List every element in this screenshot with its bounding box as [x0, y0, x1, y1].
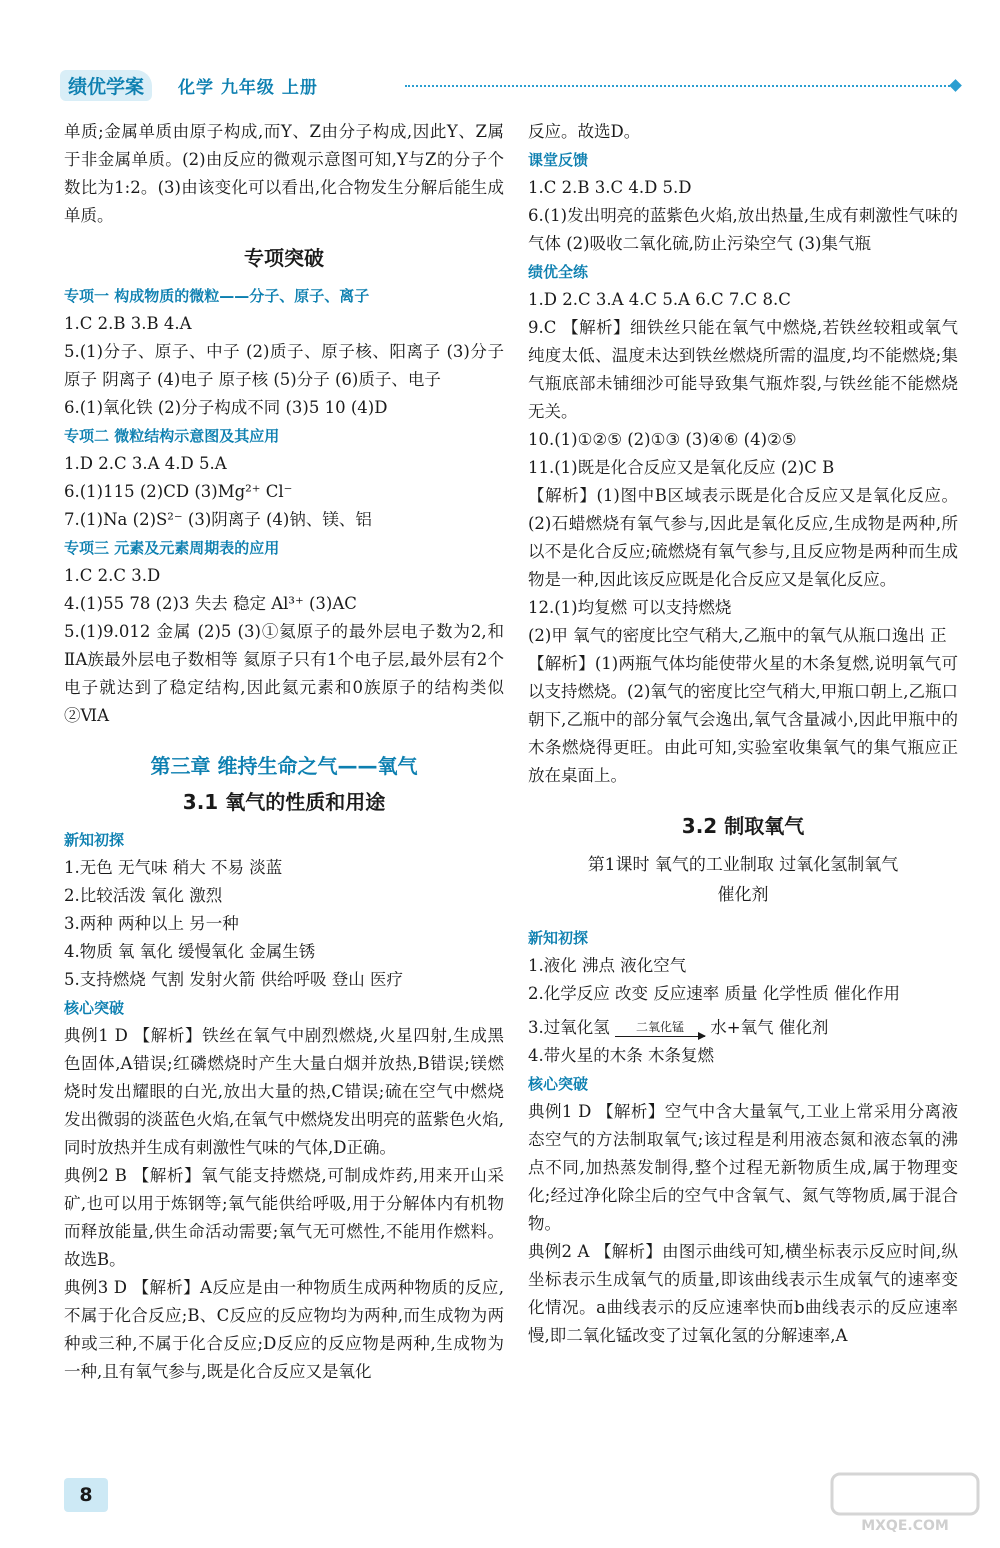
- lesson-title-line: 第1课时 氧气的工业制取 过氧化氢制氧气: [587, 855, 899, 875]
- answer-line: 2.比较活泼 氧化 激烈: [64, 886, 223, 905]
- answer-line: 11.(1)既是化合反应又是氧化反应 (2)C B: [528, 458, 835, 477]
- answer-line: 6.(1)115 (2)CD (3)Mg²⁺ Cl⁻: [64, 482, 293, 501]
- answer-line: 1.C 2.B 3.B 4.A: [64, 314, 192, 333]
- section-title: 3.1 氧气的性质和用途: [182, 790, 386, 814]
- answer-line: 5.(1)9.012 金属 (2)5 (3)①氦原子的最外层电子数为2,和ⅡA族最外层电子数相等 氦原子只有1个电子层,最外层有2个电子就达到了稳定结构,因此氦元素和0族原子的结构类似 ②ⅥA: [64, 622, 504, 725]
- topic-1-title: 专项一 构成物质的微粒——分子、原子、离子: [64, 287, 370, 305]
- answer-line: 10.(1)①②⑤ (2)①③ (3)④⑥ (4)②⑤: [528, 430, 797, 449]
- answer-line: 【解析】(1)两瓶气体均能使带火星的木条复燃,说明氧气可以支持燃烧。(2)氧气的密度比空气稍大,甲瓶口朝上,乙瓶口朝下,乙瓶中的部分氧气会逸出,氧气含量减小,因此甲瓶中的木条燃烧得更旺。由此可知,实验室收集氧气的集气瓶应正放在桌面上。: [528, 654, 958, 785]
- answer-line: 1.D 2.C 3.A 4.C 5.A 6.C 7.C 8.C: [528, 290, 791, 309]
- right-column: [528, 118, 958, 1350]
- answer-line: 6.(1)氧化铁 (2)分子构成不同 (3)5 10 (4)D: [64, 398, 388, 417]
- watermark-text: MXQE.COM: [861, 1518, 949, 1534]
- full-practice-title: 绩优全练: [528, 263, 589, 281]
- answer-line: 5.支持燃烧 气割 发射火箭 供给呼吸 登山 医疗: [64, 970, 403, 989]
- answer-line: 9.C 【解析】细铁丝只能在氧气中燃烧,若铁丝较粗或氧气纯度太低、温度未达到铁丝燃烧所需的温度,均不能燃烧;集气瓶底部未铺细沙可能导致集气瓶炸裂,与铁丝能不能燃烧无关。: [528, 318, 958, 421]
- answer-line: 1.C 2.C 3.D: [64, 566, 161, 585]
- topic-2-title: 专项二 微粒结构示意图及其应用: [64, 427, 280, 445]
- intro-paragraph: 单质;金属单质由原子构成,而Y、Z由分子构成,因此Y、Z属于非金属单质。(2)由反应的微观示意图可知,Y与Z的分子个数比为1:2。(3)由该变化可以看出,化合物发生分解后能生成单质。: [64, 122, 504, 225]
- core-breakthrough-title: 核心突破: [64, 999, 125, 1017]
- answer-line: (2)甲 氧气的密度比空气稍大,乙瓶中的氧气从瓶口逸出 正: [528, 626, 947, 645]
- example-paragraph: 典例1 D 【解析】空气中含大量氧气,工业上常采用分离液态空气的方法制取氧气;该过程是利用液态氮和液态氧的沸点不同,加热蒸发制得,整个过程无新物质生成,属于物理变化;经过净化除尘后的空气中含氧气、氮气等物质,属于混合物。: [528, 1102, 958, 1233]
- lesson-title-line: 催化剂: [717, 885, 769, 905]
- reaction-equation: [528, 1014, 958, 1042]
- answer-line: 4.物质 氧 氧化 缓慢氧化 金属生锈: [64, 942, 316, 961]
- example-paragraph: 典例1 D 【解析】铁丝在氧气中剧烈燃烧,火星四射,生成黑色固体,A错误;红磷燃烧时产生大量白烟并放热,B错误;镁燃烧时发出耀眼的白光,放出大量的热,C错误;硫在空气中燃烧发出微弱的淡蓝色火焰,在氧气中燃烧发出明亮的蓝紫色火焰,同时放热并生成有刺激性气味的气体,D正确。: [64, 1026, 504, 1157]
- watermark-logo: [830, 1472, 980, 1534]
- page-number: 8: [64, 1478, 108, 1512]
- reaction-arrow: [615, 1020, 705, 1037]
- answer-line: 1.D 2.C 3.A 4.D 5.A: [64, 454, 227, 473]
- catalyst-label: 二氧化锰: [635, 1020, 684, 1034]
- products: 水+氧气 催化剂: [710, 1018, 829, 1037]
- answer-line: 2.化学反应 改变 反应速率 质量 化学性质 催化作用: [528, 984, 900, 1003]
- new-knowledge-title: 新知初探: [528, 929, 589, 947]
- lesson-title: [528, 850, 958, 910]
- chapter-title: 第三章 维持生命之气——氧气: [150, 754, 418, 778]
- brand-logo: 绩优学案: [60, 70, 152, 101]
- example-paragraph: 典例3 D 【解析】A反应是由一种物质生成两种物质的反应,不属于化合反应;B、C反应的反应物均为两种,而生成物为两种或三种,不属于化合反应;D反应的反应物是两种,生成物为一种,且有氧气参与,既是化合反应又是氧化: [64, 1278, 504, 1381]
- answer-line: 5.(1)分子、原子、中子 (2)质子、原子核、阳离子 (3)分子 原子 阴离子 (4)电子 原子核 (5)分子 (6)质子、电子: [64, 342, 504, 389]
- example-paragraph: 典例2 A 【解析】由图示曲线可知,横坐标表示反应时间,纵坐标表示生成氧气的质量,即该曲线表示生成氧气的速率变化情况。a曲线表示的反应速率快而b曲线表示的反应速率慢,即二氧化锰改变了过氧化氢的分解速率,A: [528, 1242, 958, 1345]
- answer-line: 1.C 2.B 3.C 4.D 5.D: [528, 178, 692, 197]
- answer-line: 4.(1)55 78 (2)3 失去 稳定 Al³⁺ (3)AC: [64, 594, 357, 613]
- core-breakthrough-title: 核心突破: [528, 1075, 589, 1093]
- arrow-icon: [615, 1036, 705, 1037]
- continuation-line: 反应。故选D。: [528, 122, 641, 141]
- special-heading: 专项突破: [244, 246, 324, 270]
- answer-line: 7.(1)Na (2)S²⁻ (3)阴离子 (4)钠、镁、铝: [64, 510, 372, 529]
- section-title: 3.2 制取氧气: [681, 814, 805, 838]
- header-diamond-icon: [949, 79, 962, 92]
- header-subtitle: 化学 九年级 上册: [178, 78, 318, 98]
- answer-line: 【解析】(1)图中B区域表示既是化合反应又是氧化反应。(2)石蜡燃烧有氧气参与,因此是氧化反应,生成物是两种,所以不是化合反应;硫燃烧有氧气参与,且反应物是两种而生成物是一种,因此该反应既是化合反应又是氧化反应。: [528, 486, 958, 589]
- answer-line: 1.无色 无气味 稍大 不易 淡蓝: [64, 858, 283, 877]
- answer-line: 6.(1)发出明亮的蓝紫色火焰,放出热量,生成有刺激性气味的气体 (2)吸收二氧化硫,防止污染空气 (3)集气瓶: [528, 206, 958, 253]
- example-paragraph: 典例2 B 【解析】氧气能支持燃烧,可制成炸药,用来开山采矿,也可以用于炼钢等;氧气能供给呼吸,用于分解体内有机物而释放能量,供生命活动需要;氧气无可燃性,不能用作燃料。故选B。: [64, 1166, 504, 1269]
- answer-line: 3.两种 两种以上 另一种: [64, 914, 239, 933]
- answer-line: 12.(1)均复燃 可以支持燃烧: [528, 598, 732, 617]
- topic-3-title: 专项三 元素及元素周期表的应用: [64, 539, 280, 557]
- left-column: [64, 118, 504, 1386]
- page-header: [60, 70, 960, 104]
- new-knowledge-title: 新知初探: [64, 831, 125, 849]
- header-dotted-rule: [405, 85, 954, 87]
- answer-line: 1.液化 沸点 液化空气: [528, 956, 687, 975]
- class-feedback-title: 课堂反馈: [528, 151, 589, 169]
- reactant: 3.过氧化氢: [528, 1018, 610, 1037]
- answer-line: 4.带火星的木条 木条复燃: [528, 1046, 714, 1065]
